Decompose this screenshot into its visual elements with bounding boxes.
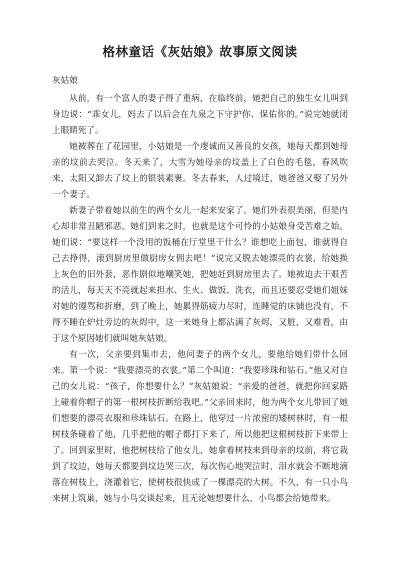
paragraph-1: 从前，有一个富人的妻子得了重病，在临终前，她把自己的独生女儿叫到身边说：“乖女儿，妈去了以后会在九泉之下守护你、保佑你的。”说完她就闭上眼睛死了。: [52, 94, 348, 136]
document-title: 格林童话《灰姑娘》故事原文阅读: [102, 44, 298, 59]
paragraph-2: 她被葬在了花园里，小姑娘是一个虔诚而又善良的女孩，她每天都到她母亲的坟前去哭泣。冬天来了，大雪为她母亲的坟盖上了白色的毛毯，春风吹来，太阳又卸去了坟上的银装素裹。冬去春来，人过境迁，她爸爸又娶了另外一个妻子。: [52, 142, 348, 200]
story-subtitle: 灰姑娘: [52, 76, 78, 86]
paragraph-4: 有一次，父亲要到集市去，他问妻子的两个女儿，要他给她们带什么回来。第一个说：“我要漂亮的衣裳。”第二个叫道：“我要珍珠和钻石。”他又对自己的女儿说：“孩子，你想要什么？”灰姑娘说：“亲爱的爸爸，就把你回家路上碰着你帽子的第一根树枝折断给我吧。”父亲回来时，他为两个女儿带回了她们想要的漂亮衣服和珍珠钻石。在路上，他穿过一片浓密的矮树林时，有一根树枝条碰着了他，几乎把他的帽子都打下来了，所以他把这根树枝折下来带上了。回到家里时，他把树枝给了他女儿，她拿着树枝来到母亲的坟前，将它栽到了坟边，她每天都要到坟边哭三次，每次伤心地哭泣时，泪水就会不断地滴落在树枝上，浇灌着它，使树枝很快成了一棵漂亮的大树。不久，有一只小鸟来树上筑巢，她与小鸟交谈起来，且无论她想要什么，小鸟都会给她带来。: [52, 350, 348, 504]
paragraph-3: 新妻子带着她以前生的两个女儿一起来安家了。她们外表很美丽，但是内心却非常丑陋邪恶。她们到来之时，也就是这个可怜的小姑娘身受苦难之始。她们说：“要这样一个没用的饭桶在厅堂里干什么？谁想吃上面包，谁就得自己去挣得，滚到厨房里做厨房女佣去吧！”说完又脱去她漂亮的衣裳，给她换上灰色的旧外套，恶作剧似地嘲笑她，把她赶到厨房里去了。她被迫去干艰苦的活儿，每天天不亮就起来担水、生火、做饭、洗衣，而且还要忍受她们姐妹对她的谩骂和折磨，到了晚上，她累得筋疲力尽时，连睡觉的床铺也没有，不得不睡在炉灶旁边的灰烬中，这一来她身上都沾满了灰烬，又脏，又难看，由于这个原因她们就叫她灰姑娘。: [52, 206, 348, 344]
